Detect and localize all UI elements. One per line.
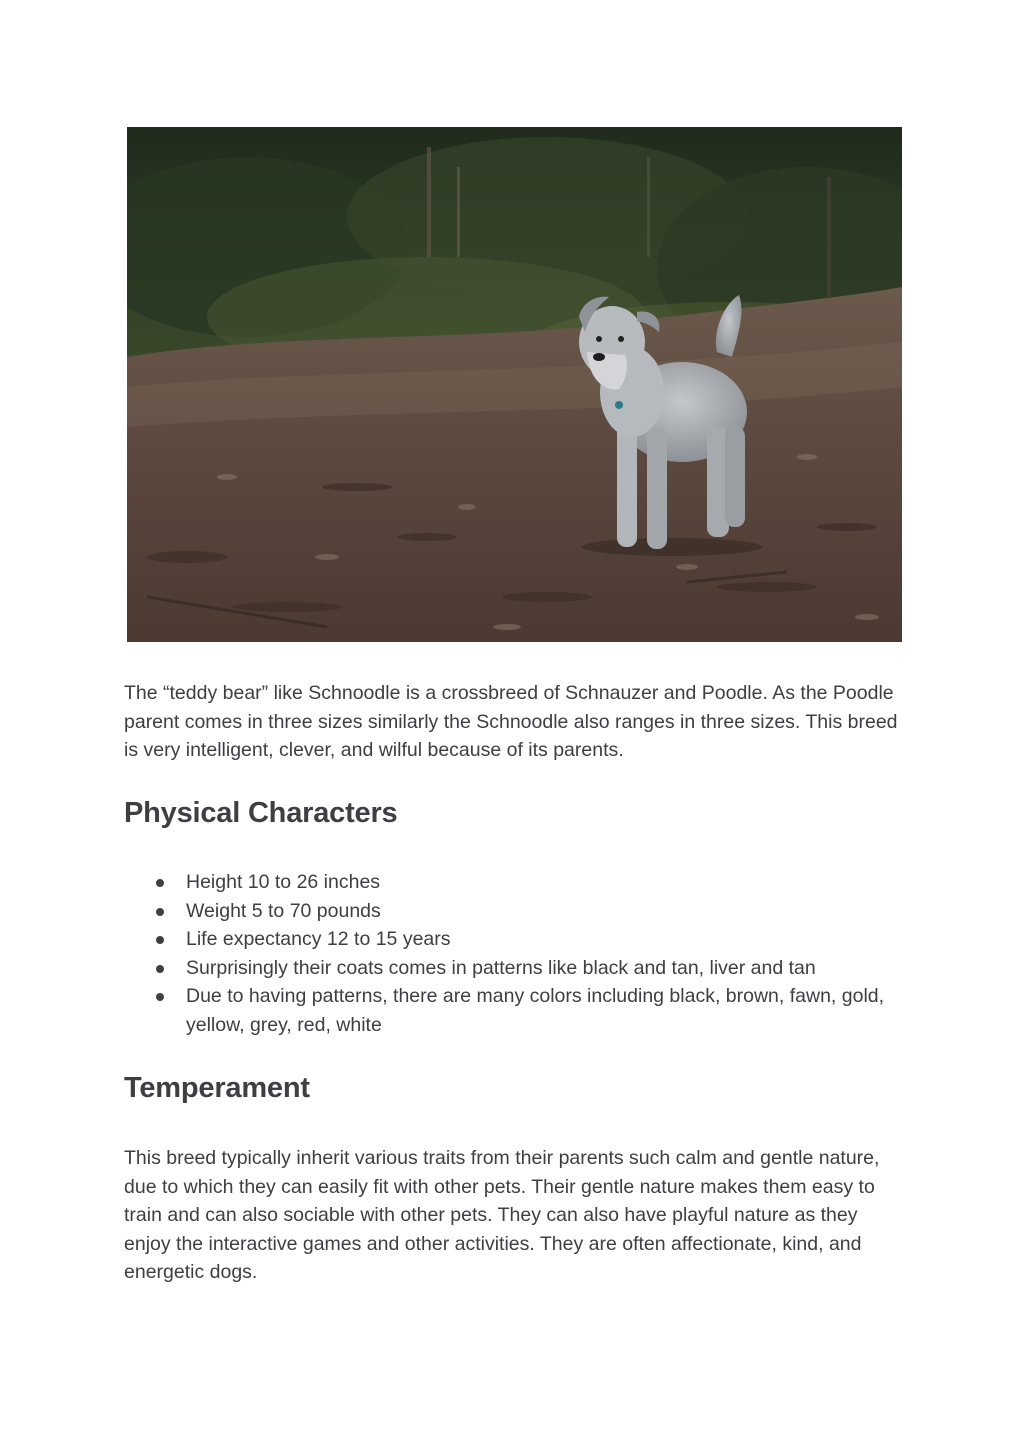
temperament-paragraph: This breed typically inherit various traits from their parents such calm and gentle nature, due to which they can easily fit with other pets. Their gentle nature makes them easy to train and can also sociable with other pets. They can also have playful nature as they enjoy the interactive games and other activities. They are often affectionate, kind, and energetic dogs. (124, 1147, 880, 1283)
list-item-text: Height 10 to 26 inches (186, 871, 381, 893)
physical-characters-heading: Physical Characters (124, 797, 398, 829)
list-item-text: Weight 5 to 70 pounds (186, 899, 381, 922)
bullet-icon (156, 879, 164, 887)
bullet-icon (156, 993, 164, 1001)
bullet-icon (156, 936, 164, 944)
dog-photo (127, 127, 902, 642)
list-item (124, 925, 904, 954)
list-item-text: Surprisingly their coats comes in patterns like black and tan, liver and tan (186, 956, 816, 979)
dog-photo-illustration (127, 127, 902, 642)
list-item-text: Due to having patterns, there are many colors including black, brown, fawn, gold, yellow, grey, red, white (186, 985, 885, 1036)
list-item (124, 954, 904, 983)
list-item (124, 982, 904, 1039)
physical-characters-list (124, 868, 904, 1039)
temperament-heading: Temperament (124, 1072, 310, 1104)
intro-paragraph: The “teddy bear” like Schnoodle is a crossbreed of Schnauzer and Poodle. As the Poodle parent comes in three sizes similarly the Schnoodle also ranges in three sizes. This breed is very intelligent, clever, and wilful because of its parents. (124, 682, 898, 761)
bullet-icon (156, 965, 164, 973)
list-item (124, 868, 904, 897)
list-item-text: Life expectancy 12 to 15 years (186, 928, 451, 950)
list-item (124, 897, 904, 926)
bullet-icon (156, 908, 164, 916)
